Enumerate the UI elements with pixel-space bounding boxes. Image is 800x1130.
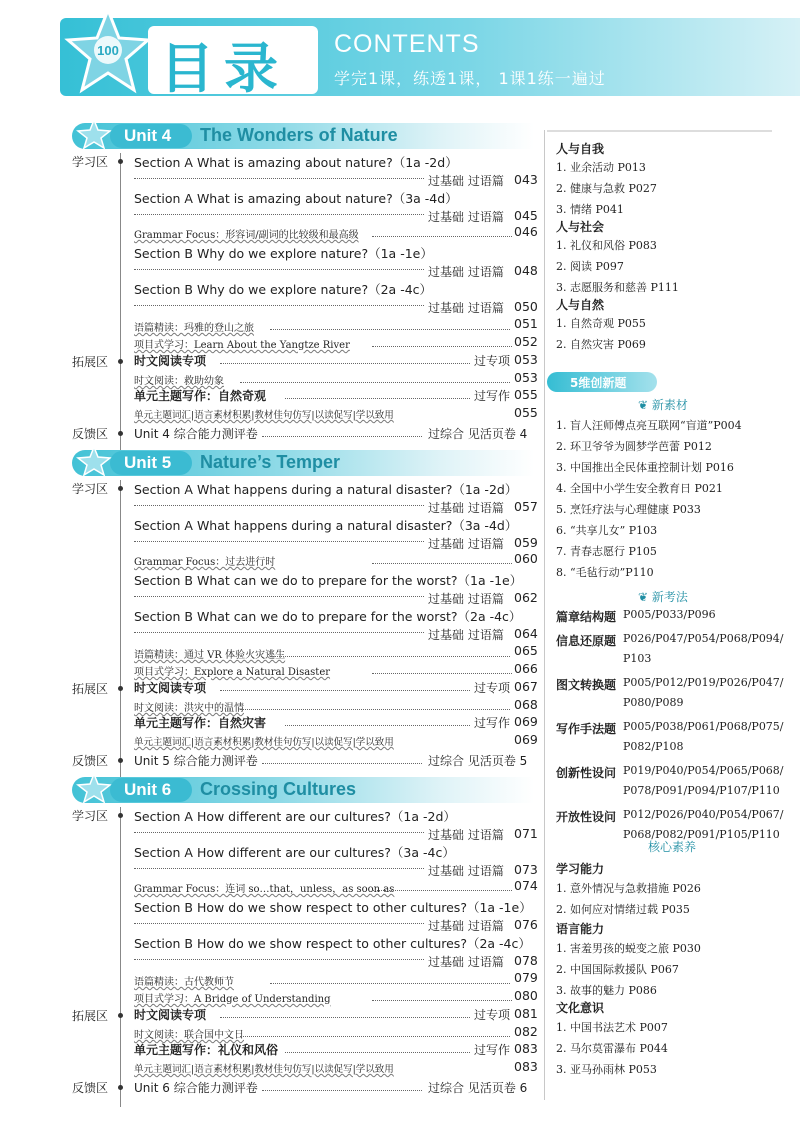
header (0, 0, 800, 112)
question-type-pages[interactable]: P026/P047/P054/P068/P094/ (623, 632, 784, 645)
section-tags: 过综合 见活页卷 6 (428, 1081, 528, 1095)
unit-label[interactable]: Unit 5 (124, 453, 172, 472)
unit-label[interactable]: Unit 4 (124, 126, 172, 145)
page-number: 053 (514, 352, 538, 367)
dotted-leader (285, 391, 470, 399)
dotted-leader (134, 534, 424, 542)
bullet-dot (118, 159, 123, 164)
star-mascot-icon (64, 6, 152, 102)
page-number: 079 (514, 970, 538, 985)
dotted-leader (134, 207, 424, 215)
dotted-leader (134, 171, 424, 179)
sidebar-item[interactable]: 1. 意外情况与急救措施 P026 (556, 882, 701, 895)
dotted-leader (240, 1029, 510, 1037)
section-tags: 过基础 过语篇 (428, 265, 504, 279)
dotted-leader (262, 429, 422, 437)
section-tags: 过综合 见活页卷 5 (428, 754, 528, 768)
bullet-dot (118, 1085, 123, 1090)
mascot-icon (76, 773, 112, 803)
section-tags: 过综合 见活页卷 4 (428, 427, 528, 441)
grammar-focus[interactable]: Grammar Focus：连词 so…that，unless，as soon as (134, 884, 395, 895)
dotted-leader (270, 322, 510, 330)
extension-item[interactable]: 单元主题写作：礼仪和风俗 (134, 1043, 279, 1057)
dotted-leader (270, 649, 510, 657)
timeline-rule (120, 153, 121, 453)
page-number: 043 (514, 172, 538, 187)
sidebar-group-title: 人与自我 (556, 142, 605, 156)
project-item[interactable]: 项目式学习：Explore a Natural Disaster (134, 667, 331, 678)
section-tags: 过基础 过语篇 (428, 592, 504, 606)
zone-feedback-label: 反馈区 (72, 754, 109, 768)
dotted-leader (372, 883, 512, 891)
page-number: 083 (514, 1041, 538, 1056)
sidebar-divider (544, 130, 545, 1100)
project-item[interactable]: 项目式学习：Learn About the Yangtze River (134, 340, 350, 351)
page-number: 074 (514, 878, 538, 893)
section-title[interactable]: Section B What can we do to prepare for the worst?（1a -1e） (134, 573, 523, 588)
sidebar-item[interactable]: 2. 马尔莫雷瀑布 P044 (556, 1042, 668, 1055)
section-title[interactable]: Section B Why do we explore nature?（2a -4c） (134, 282, 433, 297)
unit-title[interactable]: Nature’s Temper (200, 452, 341, 472)
zone-extension-label: 拓展区 (72, 355, 109, 369)
sidebar-item[interactable]: 2. 中国国际救援队 P067 (556, 963, 679, 976)
dotted-leader (134, 825, 424, 833)
zone-feedback-label: 反馈区 (72, 1081, 109, 1095)
page-number: 069 (514, 732, 538, 747)
sidebar-item[interactable]: 2. 健康与急救 P027 (556, 182, 657, 195)
question-type-label: 篇章结构题 (556, 610, 617, 624)
section-tags: 过基础 过语篇 (428, 301, 504, 315)
section-title[interactable]: Section A What is amazing about nature?（3a -4d） (134, 191, 458, 206)
extension-item[interactable]: 单元主题写作：自然奇观 (134, 389, 267, 403)
page-number: 060 (514, 551, 538, 566)
page-number: 071 (514, 826, 538, 841)
bullet-dot (118, 486, 123, 491)
section-tags: 过基础 过语篇 (428, 864, 504, 878)
bullet-dot (118, 1013, 123, 1018)
zone-feedback-label: 反馈区 (72, 427, 109, 441)
page-number: 078 (514, 953, 538, 968)
extension-item[interactable]: 单元主题词汇|语言素材积累|教材佳句仿写|以读促写|学以致用 (134, 410, 394, 421)
question-type-pages[interactable]: P005/P038/P061/P068/P075/ (623, 720, 784, 733)
zone-extension-label: 拓展区 (72, 682, 109, 696)
page-number: 051 (514, 316, 538, 331)
sidebar-item[interactable]: 3. 故事的魅力 P086 (556, 984, 657, 997)
question-type-pages[interactable]: P019/P040/P054/P065/P068/ (623, 764, 784, 777)
page-number: 076 (514, 917, 538, 932)
unit-label[interactable]: Unit 6 (124, 780, 172, 799)
section-title[interactable]: Section A What happens during a natural disaster?（1a -2d） (134, 482, 518, 497)
dotted-leader (134, 262, 424, 270)
extension-item[interactable]: 时文阅读专项 (134, 354, 207, 368)
question-type-label: 创新性设问 (556, 766, 617, 780)
bullet-dot (118, 758, 123, 763)
extension-item[interactable]: 时文阅读专项 (134, 681, 207, 695)
section-tags: 过基础 过语篇 (428, 210, 504, 224)
page-number: 046 (514, 224, 538, 239)
bullet-dot (118, 813, 123, 818)
dotted-leader (134, 298, 424, 306)
page-number: 081 (514, 1006, 538, 1021)
question-type-pages[interactable]: P103 (623, 652, 652, 665)
page-number: 048 (514, 263, 538, 278)
dotted-leader (270, 976, 510, 984)
section-tags: 过基础 过语篇 (428, 628, 504, 642)
grammar-focus[interactable]: Grammar Focus：过去进行时 (134, 557, 276, 568)
page-number: 050 (514, 299, 538, 314)
page-number: 066 (514, 661, 538, 676)
bullet-dot (118, 686, 123, 691)
mascot-text: 100 (97, 43, 119, 58)
page-number: 055 (514, 387, 538, 402)
section-tags: 过基础 过语篇 (428, 501, 504, 515)
sidebar-item[interactable]: 3. 情绪 P041 (556, 203, 624, 216)
section-title[interactable]: Section A What happens during a natural disaster?（3a -4d） (134, 518, 518, 533)
section-tags: 过基础 过语篇 (428, 174, 504, 188)
question-type-label: 写作手法题 (556, 722, 617, 736)
extension-item[interactable]: 时文阅读：洪灾中的温情 (134, 703, 244, 714)
zone-study-label: 学习区 (72, 155, 109, 169)
page-number: 067 (514, 679, 538, 694)
dotted-leader (134, 498, 424, 506)
extension-item[interactable]: 单元主题写作：自然灾害 (134, 716, 267, 730)
question-type-pages[interactable]: P082/P108 (623, 740, 684, 753)
sidebar-group-title: 语言能力 (556, 922, 605, 936)
section-title[interactable]: Section A What is amazing about nature?（1a -2d） (134, 155, 458, 170)
new-material-item[interactable]: 4. 全国中小学生安全教育日 P021 (556, 482, 723, 495)
dotted-leader (372, 666, 512, 674)
section-badge-label: 5维创新题 (570, 376, 627, 390)
page-number: 069 (514, 714, 538, 729)
dotted-leader (262, 1083, 422, 1091)
page-number: 065 (514, 643, 538, 658)
extension-item[interactable]: 单元主题词汇|语言素材积累|教材佳句仿写|以读促写|学以致用 (134, 1064, 394, 1075)
unit-title[interactable]: Crossing Cultures (200, 779, 357, 799)
extension-item[interactable]: 时文阅读：联合国中文日 (134, 1030, 244, 1041)
section-tags: 过基础 过语篇 (428, 828, 504, 842)
section-tags: 过基础 过语篇 (428, 955, 504, 969)
zone-study-label: 学习区 (72, 482, 109, 496)
page-number: 045 (514, 208, 538, 223)
page-title: 目录 (160, 37, 288, 100)
sidebar-item[interactable]: 2. 如何应对情绪过载 P035 (556, 903, 690, 916)
core-literacy-title: 核心素养 (648, 840, 697, 854)
new-method-title: ❦ 新考法 (638, 590, 688, 604)
question-type-label: 图文转换题 (556, 678, 617, 692)
dotted-leader (220, 1010, 470, 1018)
extension-item[interactable]: 单元主题词汇|语言素材积累|教材佳句仿写|以读促写|学以致用 (134, 737, 394, 748)
page-number: 062 (514, 590, 538, 605)
section-tags: 过基础 过语篇 (428, 537, 504, 551)
mascot-icon (76, 446, 112, 476)
header-subtitle: 学完1课，练透1课， 1课1练一遍过 (334, 69, 606, 88)
zone-study-label: 学习区 (72, 809, 109, 823)
extension-item[interactable]: 时文阅读专项 (134, 1008, 207, 1022)
question-type-pages[interactable]: P078/P091/P094/P107/P110 (623, 784, 780, 797)
sidebar-group-title: 人与社会 (556, 220, 605, 234)
dotted-leader (134, 625, 424, 633)
page-number: 059 (514, 535, 538, 550)
dotted-leader (220, 683, 470, 691)
sidebar-item[interactable]: 2. 阅读 P097 (556, 260, 624, 273)
question-type-label: 开放性设问 (556, 810, 617, 824)
sidebar-item[interactable]: 1. 业余活动 P013 (556, 161, 646, 174)
dotted-leader (285, 1045, 470, 1053)
question-type-label: 信息还原题 (556, 634, 617, 648)
section-title[interactable]: Section A How different are our cultures?（1a -2d） (134, 809, 456, 824)
project-item[interactable]: 项目式学习：A Bridge of Understanding (134, 994, 331, 1005)
new-material-item[interactable]: 6. “共享儿女” P103 (556, 524, 658, 537)
dotted-leader (240, 702, 510, 710)
sidebar-item[interactable]: 2. 自然灾害 P069 (556, 338, 646, 351)
sidebar-item[interactable]: 3. 亚马孙雨林 P053 (556, 1063, 657, 1076)
section-tags: 过基础 过语篇 (428, 919, 504, 933)
question-type-pages[interactable]: P012/P026/P040/P054/P067/ (623, 808, 784, 821)
page-number: 080 (514, 988, 538, 1003)
new-material-item[interactable]: 7. 青春志愿行 P105 (556, 545, 657, 558)
leaf-icon: ❦ (638, 590, 652, 604)
feedback-item[interactable]: Unit 4 综合能力测评卷 (134, 427, 258, 441)
sidebar-item[interactable]: 1. 自然奇观 P055 (556, 317, 646, 330)
page-number: 082 (514, 1024, 538, 1039)
mascot-icon (76, 119, 112, 149)
dotted-leader (134, 861, 424, 869)
leaf-icon: ❦ (638, 398, 652, 412)
dotted-leader (134, 952, 424, 960)
page-number: 083 (514, 1059, 538, 1074)
new-material-item[interactable]: 3. 中国推出全民体重控制计划 P016 (556, 461, 734, 474)
sidebar-group-title: 人与自然 (556, 298, 605, 312)
contents-label: CONTENTS (334, 30, 480, 58)
dotted-leader (372, 556, 512, 564)
zone-extension-label: 拓展区 (72, 1009, 109, 1023)
section-tags: 过写作 (474, 1043, 511, 1057)
new-material-item[interactable]: 5. 烹饪疗法与心理健康 P033 (556, 503, 701, 516)
section-title[interactable]: Section B Why do we explore nature?（1a -1e） (134, 246, 433, 261)
section-title[interactable]: Section A How different are our cultures?（3a -4c） (134, 845, 455, 860)
grammar-focus[interactable]: Grammar Focus：形容词/副词的比较级和最高级 (134, 230, 359, 241)
section-title[interactable]: Section B What can we do to prepare for the worst?（2a -4c） (134, 609, 522, 624)
unit-title[interactable]: The Wonders of Nature (200, 125, 398, 145)
bullet-dot (118, 431, 123, 436)
page-number: 064 (514, 626, 538, 641)
question-type-pages[interactable]: P005/P012/P019/P026/P047/ (623, 676, 784, 689)
dotted-leader (262, 756, 422, 764)
dotted-leader (372, 993, 512, 1001)
section-tags: 过专项 (474, 1008, 511, 1022)
page-number: 073 (514, 862, 538, 877)
new-material-title: ❦ 新素材 (638, 398, 688, 412)
section-title[interactable]: Section B How do we show respect to other cultures?（1a -1e） (134, 900, 532, 915)
sidebar-item[interactable]: 1. 中国书法艺术 P007 (556, 1021, 668, 1034)
dotted-leader (240, 375, 510, 383)
sidebar-group-title: 学习能力 (556, 862, 605, 876)
reading-item[interactable]: 语篇精读：古代教师节 (134, 977, 234, 988)
timeline-rule (120, 807, 121, 1107)
page-number: 057 (514, 499, 538, 514)
dotted-leader (372, 229, 512, 237)
reading-item[interactable]: 语篇精读：玛雅的登山之旅 (134, 323, 254, 334)
dotted-leader (134, 589, 424, 597)
sidebar-top-rule (547, 130, 772, 132)
sidebar-group-title: 文化意识 (556, 1001, 605, 1015)
page-number: 068 (514, 697, 538, 712)
bullet-dot (118, 359, 123, 364)
question-type-pages[interactable]: P068/P082/P091/P105/P110 (623, 828, 780, 841)
dotted-leader (134, 916, 424, 924)
new-material-item[interactable]: 1. 盲人汪师傅点亮互联网“盲道”P004 (556, 419, 742, 432)
sidebar-item[interactable]: 1. 礼仪和风俗 P083 (556, 239, 657, 252)
dotted-leader (220, 356, 470, 364)
reading-item[interactable]: 语篇精读：通过 VR 体验火灾逃生 (134, 650, 286, 661)
question-type-pages[interactable]: P005/P033/P096 (623, 608, 716, 621)
new-material-item[interactable]: 8. “毛毡行动”P110 (556, 566, 654, 579)
question-type-pages[interactable]: P080/P089 (623, 696, 684, 709)
feedback-item[interactable]: Unit 6 综合能力测评卷 (134, 1081, 258, 1095)
sidebar-item[interactable]: 3. 志愿服务和慈善 P111 (556, 281, 679, 294)
sidebar-item[interactable]: 1. 害羞男孩的蜕变之旅 P030 (556, 942, 701, 955)
new-material-item[interactable]: 2. 环卫爷爷为圆梦学芭蕾 P012 (556, 440, 712, 453)
page-number: 055 (514, 405, 538, 420)
section-tags: 过写作 (474, 716, 511, 730)
section-tags: 过专项 (474, 681, 511, 695)
extension-item[interactable]: 时文阅读：救助幼象 (134, 376, 224, 387)
page-number: 053 (514, 370, 538, 385)
dotted-leader (372, 339, 512, 347)
timeline-rule (120, 480, 121, 780)
page-number: 052 (514, 334, 538, 349)
feedback-item[interactable]: Unit 5 综合能力测评卷 (134, 754, 258, 768)
dotted-leader (285, 718, 470, 726)
section-tags: 过专项 (474, 354, 511, 368)
section-title[interactable]: Section B How do we show respect to other cultures?（2a -4c） (134, 936, 531, 951)
section-tags: 过写作 (474, 389, 511, 403)
